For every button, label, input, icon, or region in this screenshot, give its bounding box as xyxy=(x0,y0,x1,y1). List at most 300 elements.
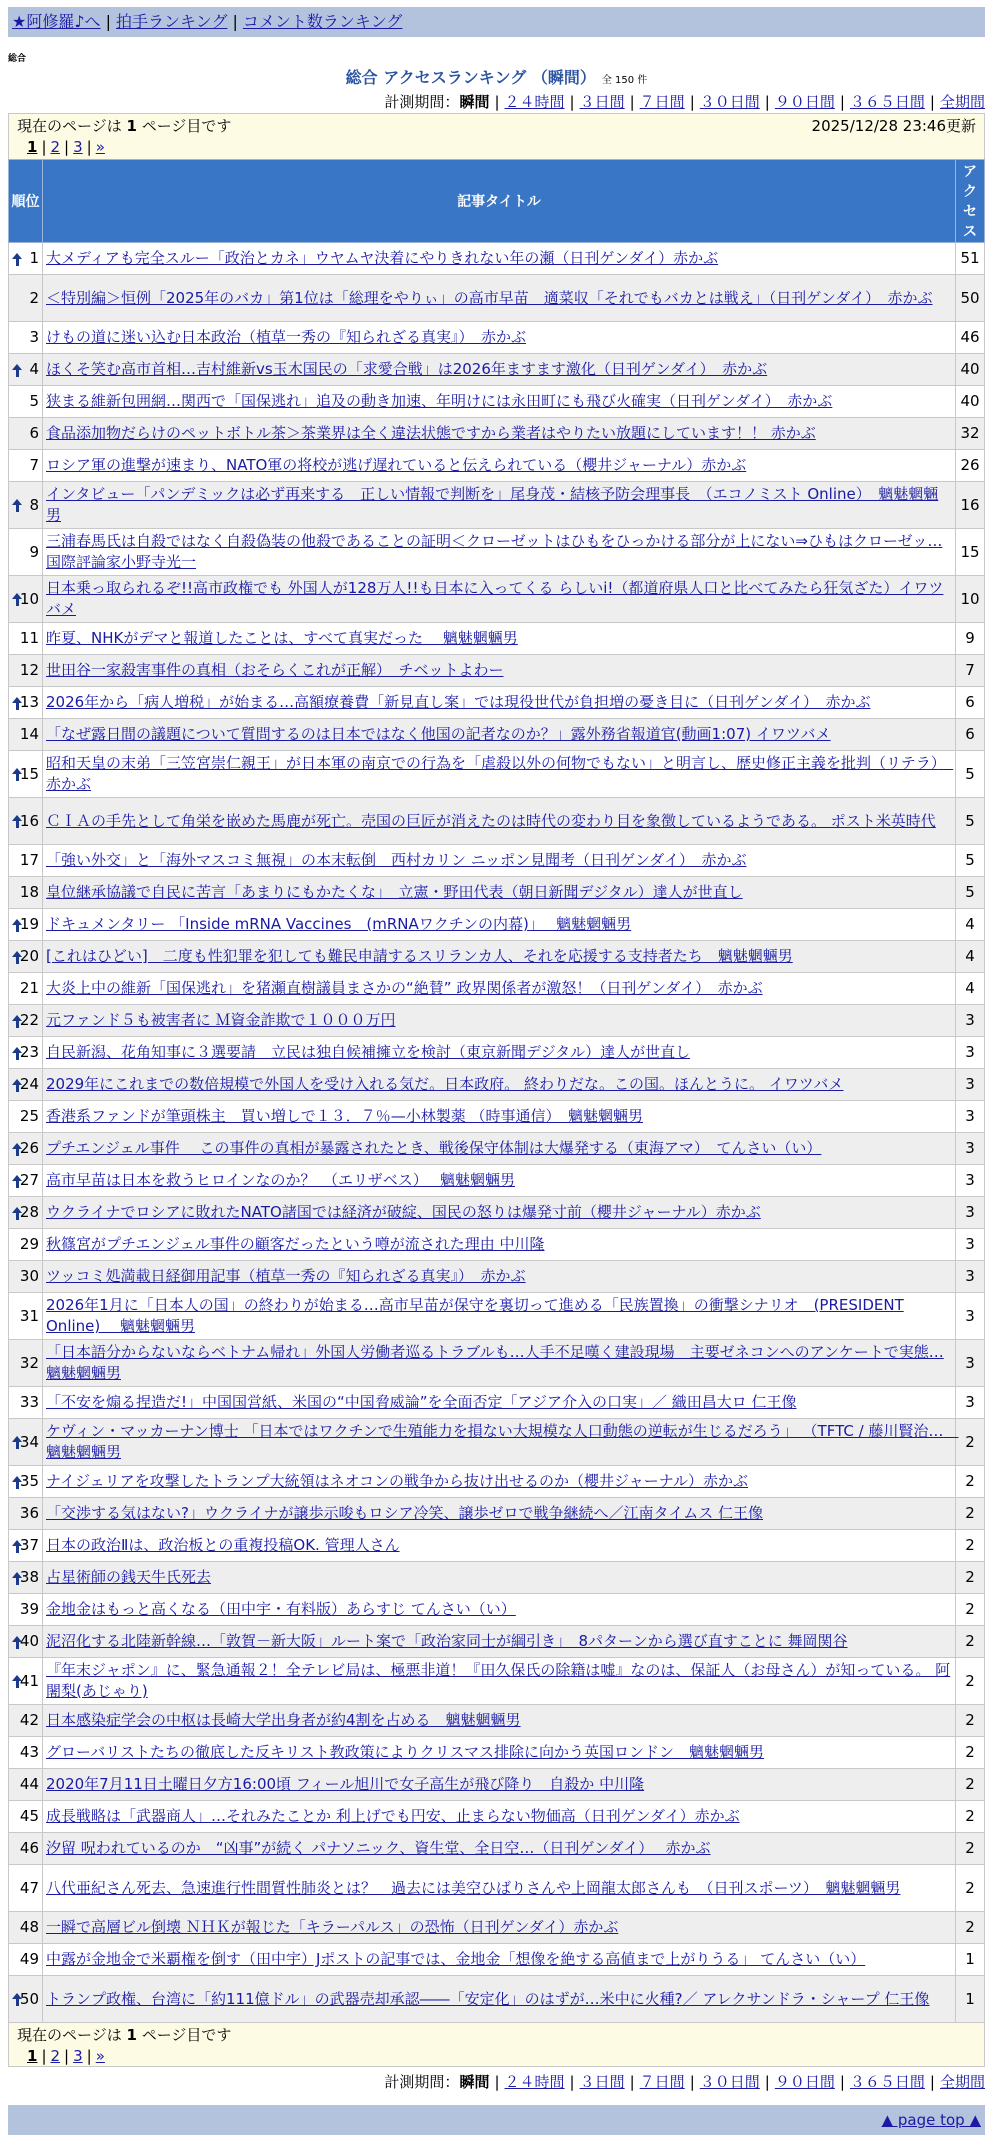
article-link[interactable]: 「不安を煽る捏造だ!」中国国営紙、米国の“中国脅威論”を全面否定「アジア介入の口実」／ 織田昌大ロ 仁王像 xyxy=(46,1393,797,1411)
article-link[interactable]: 狭まる維新包囲網…関西で「国保逃れ」追及の動き加速、年明けには永田町にも飛び火確実（日刊ゲンダイ） 赤かぶ xyxy=(46,392,833,410)
table-row xyxy=(9,418,985,450)
access-count: 5 xyxy=(956,845,985,877)
table-row xyxy=(9,1626,985,1658)
rank-cell xyxy=(9,1419,43,1466)
title-cell xyxy=(43,1530,956,1562)
article-link[interactable]: 一瞬で高層ビル倒壊 ＮＨＫが報じた「キラーパルス」の恐怖（日刊ゲンダイ）赤かぶ xyxy=(46,1918,619,1936)
article-link[interactable]: ケヴィン・マッカーナン博士 「日本ではワクチンで生殖能力を損ない大規模な人口動態の逆転が生じるだろう」 （TFTC / 藤川賢治… 魑魅魍魎男 xyxy=(46,1422,959,1461)
article-link[interactable]: 秋篠宮がプチエンジェル事件の顧客だったという噂が流された理由 中川隆 xyxy=(46,1235,545,1253)
period-separator: | xyxy=(629,93,635,111)
period-link[interactable]: ３０日間 xyxy=(699,2073,760,2091)
rank-number: 41 xyxy=(19,1671,39,1690)
rank-number: 42 xyxy=(19,1711,39,1729)
article-link[interactable]: 泥沼化する北陸新幹線…「敦賀－新大阪」ルート案で「政治家同士が綱引き」 8パターンから選び直すことに 舞岡関谷 xyxy=(46,1632,848,1650)
table-row xyxy=(9,1705,985,1737)
period-separator: | xyxy=(494,2073,500,2091)
title-cell xyxy=(43,1705,956,1737)
table-row xyxy=(9,1165,985,1197)
access-count: 3 xyxy=(956,1165,985,1197)
article-link[interactable]: ほくそ笑む高市首相…吉村維新vs玉木国民の「求愛合戦」は2026年ますます激化（日刊ゲンダイ） 赤かぶ xyxy=(46,360,768,378)
period-link[interactable]: ３６５日間 xyxy=(849,93,925,111)
rank-cell xyxy=(9,909,43,941)
table-row xyxy=(9,1769,985,1801)
rank-cell xyxy=(9,1833,43,1865)
table-row xyxy=(9,1387,985,1419)
table-row xyxy=(9,1833,985,1865)
title-cell xyxy=(43,1133,956,1165)
article-link[interactable]: 「交渉する気はない?」ウクライナが譲歩示唆もロシア冷笑、譲歩ゼロで戦争継続へ／江南タイムス 仁王像 xyxy=(46,1504,763,1522)
title-cell xyxy=(43,354,956,386)
rank-number: 17 xyxy=(19,851,39,869)
rank-number: 23 xyxy=(19,1043,39,1061)
period-link[interactable]: ７日間 xyxy=(639,93,685,111)
period-link[interactable]: 全期間 xyxy=(939,93,985,111)
access-count: 2 xyxy=(956,1594,985,1626)
title-cell xyxy=(43,623,956,655)
rank-cell xyxy=(9,1340,43,1387)
table-row xyxy=(9,1737,985,1769)
access-count: 5 xyxy=(956,798,985,845)
table-row xyxy=(9,529,985,576)
article-link[interactable]: グローバリストたちの徹底した反キリスト教政策によりクリスマス排除に向かう英国ロンドン 魑魅魍魎男 xyxy=(46,1743,765,1761)
period-link[interactable]: ２４時間 xyxy=(504,93,565,111)
table-row xyxy=(9,1530,985,1562)
page-link[interactable]: 2 xyxy=(50,138,61,156)
page-link[interactable]: 3 xyxy=(73,2047,83,2065)
article-link[interactable]: 2026年1月に「日本人の国」の終わりが始まる…高市早苗が保守を裏切って進める「民族置換」の衝撃シナリオ (PRESIDENT Online) 魑魅魍魎男 xyxy=(46,1296,904,1335)
rank-number: 35 xyxy=(19,1472,39,1490)
access-count: 2 xyxy=(956,1562,985,1594)
article-link[interactable]: 金地金はもっと高くなる（田中宇・有料版）あらすじ てんさい（い） xyxy=(46,1600,516,1618)
page-separator: | xyxy=(41,2047,47,2065)
access-count: 3 xyxy=(956,1133,985,1165)
rank-cell xyxy=(9,1261,43,1293)
rank-number: 34 xyxy=(19,1432,39,1451)
article-link[interactable]: 日本感染症学会の中枢は長崎大学出身者が約4割を占める 魑魅魍魎男 xyxy=(46,1711,521,1729)
title-cell xyxy=(43,973,956,1005)
rank-number: 31 xyxy=(19,1306,39,1325)
title-cell xyxy=(43,1466,956,1498)
category-label: 総合 xyxy=(8,54,27,64)
rank-cell xyxy=(9,1498,43,1530)
table-row xyxy=(9,1419,985,1466)
title-cell xyxy=(43,1293,956,1340)
title-cell xyxy=(43,1594,956,1626)
article-link[interactable]: ロシア軍の進撃が速まり、NATO軍の将校が逃げ遅れていると伝えられている（櫻井ジャーナル）赤かぶ xyxy=(46,456,747,474)
rank-number: 29 xyxy=(19,1235,39,1253)
page-separator: | xyxy=(64,2047,70,2065)
rank-number: 49 xyxy=(19,1950,39,1968)
rank-number: 15 xyxy=(19,764,39,783)
rank-cell xyxy=(9,1594,43,1626)
page-top-link[interactable]: ▲ page top ▲ xyxy=(881,2111,981,2129)
title-cell xyxy=(43,482,956,529)
rank-number: 8 xyxy=(29,495,39,514)
top-nav-bar xyxy=(8,7,985,37)
table-row xyxy=(9,687,985,719)
period-separator: | xyxy=(494,93,500,111)
rank-number: 48 xyxy=(19,1918,39,1936)
current-page-text: 現在のページは 1 ページ目です xyxy=(17,2026,232,2044)
article-link[interactable]: 大炎上中の維新「国保逃れ」を猪瀬直樹議員まさかの“絶賛” 政界関係者が激怒！（日刊ゲンダイ） 赤かぶ xyxy=(46,979,763,997)
access-header: アクセス xyxy=(956,160,985,243)
access-count: 9 xyxy=(956,623,985,655)
period-separator: | xyxy=(689,93,695,111)
rank-number: 33 xyxy=(19,1393,39,1411)
article-link[interactable]: 昨夏、NHKがデマと報道したことは、すべて真実だった 魑魅魍魎男 xyxy=(46,629,518,647)
access-count: 4 xyxy=(956,941,985,973)
nav-separator: | xyxy=(232,12,238,31)
period-link[interactable]: ３０日間 xyxy=(699,93,760,111)
table-row xyxy=(9,275,985,322)
rank-cell xyxy=(9,1037,43,1069)
title-cell xyxy=(43,1340,956,1387)
rank-cell xyxy=(9,1769,43,1801)
title-cell xyxy=(43,1005,956,1037)
access-count: 3 xyxy=(956,1069,985,1101)
article-link[interactable]: 中露が金地金で米覇権を倒す（田中宇）Jポストの記事では、金地金「想像を絶する高値まで上がりうる」 てんさい（い） xyxy=(46,1950,866,1968)
next-page-link[interactable]: » xyxy=(95,138,105,156)
title-cell xyxy=(43,941,956,973)
title-cell xyxy=(43,1944,956,1976)
access-count: 3 xyxy=(956,1197,985,1229)
article-link[interactable]: プチエンジェル事件 この事件の真相が暴露されたとき、戦後保守体制は大爆発する（東海アマ） てんさい（い） xyxy=(46,1139,822,1157)
nav-comment-ranking-link[interactable]: コメント数ランキング xyxy=(242,12,403,31)
article-link[interactable]: 皇位継承協議で自民に苦言「あまりにもかたくな」 立憲・野田代表（朝日新聞デジタル）達人が世直し xyxy=(46,883,743,901)
table-row xyxy=(9,941,985,973)
page-link[interactable]: 3 xyxy=(73,138,83,156)
article-link[interactable]: 日本乗っ取られるぞ!!高市政権でも 外国人が128万人!!も日本に入ってくる らしいi!（都道府県人口と比べてみたら狂気ざた）イワツバメ xyxy=(46,579,944,618)
rank-number: 30 xyxy=(19,1267,39,1285)
article-link[interactable]: ナイジェリアを攻撃したトランプ大統領はネオコンの戦争から抜け出せるのか（櫻井ジャーナル）赤かぶ xyxy=(46,1472,749,1490)
title-cell xyxy=(43,1737,956,1769)
rank-number: 7 xyxy=(29,456,39,474)
rank-cell xyxy=(9,243,43,275)
table-row xyxy=(9,1293,985,1340)
total-count: 全 150 件 xyxy=(601,75,648,86)
page-link[interactable]: 2 xyxy=(50,2047,61,2065)
table-row xyxy=(9,845,985,877)
rank-cell xyxy=(9,275,43,322)
title-cell xyxy=(43,322,956,354)
access-count: 2 xyxy=(956,1865,985,1912)
article-link[interactable]: ドキュメンタリー 「Inside mRNA Vaccines (mRNAワクチンの内幕)」 魑魅魍魎男 xyxy=(46,915,632,933)
rank-cell xyxy=(9,1005,43,1037)
period-separator: | xyxy=(929,2073,935,2091)
title-cell xyxy=(43,1865,956,1912)
rank-number: 43 xyxy=(19,1743,39,1761)
rank-number: 38 xyxy=(19,1568,39,1586)
access-count: 2 xyxy=(956,1419,985,1466)
table-row xyxy=(9,751,985,798)
nav-home-link[interactable]: ★阿修羅♪へ xyxy=(12,12,101,31)
table-row xyxy=(9,1466,985,1498)
rank-number: 37 xyxy=(19,1536,39,1554)
period-selector-bottom xyxy=(8,2071,985,2093)
rank-cell xyxy=(9,1626,43,1658)
rank-number: 13 xyxy=(19,693,39,711)
article-link[interactable]: ウクライナでロシアに敗れたNATO諸国では経済が破綻、国民の怒りは爆発寸前（櫻井ジャーナル）赤かぶ xyxy=(46,1203,761,1221)
article-link[interactable]: 高市早苗は日本を救うヒロインなのか？ （エリザベス） 魑魅魍魎男 xyxy=(46,1171,516,1189)
table-row xyxy=(9,973,985,1005)
title-cell xyxy=(43,1912,956,1944)
title-header: 記事タイトル xyxy=(43,160,956,243)
access-count: 4 xyxy=(956,973,985,1005)
table-row xyxy=(9,482,985,529)
title-cell xyxy=(43,751,956,798)
period-separator: | xyxy=(629,2073,635,2091)
table-row xyxy=(9,450,985,482)
article-link[interactable]: 世田谷一家殺害事件の真相（おそらくこれが正解） チベットよわー xyxy=(46,661,504,679)
rank-number: 12 xyxy=(19,661,39,679)
article-link[interactable]: 『年末ジャポン』に、緊急通報２！全テレビ局は、極悪非道！『田久保氏の除籍は嘘』なのは、保証人（お母さん）が知っている。 阿闍梨(あじゃり) xyxy=(46,1661,951,1700)
rank-number: 25 xyxy=(19,1107,39,1125)
access-count: 3 xyxy=(956,1340,985,1387)
access-count: 16 xyxy=(956,482,985,529)
access-count: 3 xyxy=(956,1005,985,1037)
rank-cell xyxy=(9,386,43,418)
article-link[interactable]: 2029年にこれまでの数倍規模で外国人を受け入れる気だ。日本政府。 終わりだな。この国。ほんとうに。 イワツバメ xyxy=(46,1075,844,1093)
ranking-title: 総合 アクセスランキング （瞬間） xyxy=(345,68,596,87)
rank-cell xyxy=(9,1562,43,1594)
table-row xyxy=(9,1944,985,1976)
rank-cell xyxy=(9,941,43,973)
period-separator: | xyxy=(839,2073,845,2091)
next-page-link[interactable]: » xyxy=(95,2047,105,2065)
access-count: 3 xyxy=(956,1261,985,1293)
access-count: 2 xyxy=(956,1498,985,1530)
article-link[interactable]: 三浦春馬氏は自殺ではなく自殺偽装の他殺であることの証明＜クローゼットはひもをひっかける部分が上にない⇒ひもはクローゼッ… 国際評論家小野寺光一 xyxy=(46,532,943,571)
article-link[interactable]: 占星術師の銭天牛氏死去 xyxy=(46,1568,212,1586)
article-link[interactable]: 2020年7月11日土曜日夕方16:00頃 フィール旭川で女子高生が飛び降り 自殺か 中川隆 xyxy=(46,1775,645,1793)
access-count: 3 xyxy=(956,1037,985,1069)
table-row xyxy=(9,1594,985,1626)
access-count: 1 xyxy=(956,1976,985,2023)
table-row xyxy=(9,386,985,418)
article-link[interactable]: 日本の政治Ⅱは、政治板との重複投稿OK. 管理人さん xyxy=(46,1536,400,1554)
rank-cell xyxy=(9,482,43,529)
page-title xyxy=(8,67,985,89)
period-link[interactable]: ２４時間 xyxy=(504,2073,565,2091)
article-link[interactable]: 大メディアも完全スルー「政治とカネ」ウヤムヤ決着にやりきれない年の瀬（日刊ゲンダイ）赤かぶ xyxy=(46,249,719,267)
current-page-text: 現在のページは 1 ページ目です xyxy=(17,117,232,135)
period-link[interactable]: ３日間 xyxy=(579,2073,625,2091)
article-link[interactable]: 自民新潟、花角知事に３選要請 立民は独自候補擁立を検討（東京新聞デジタル）達人が世直し xyxy=(46,1043,691,1061)
article-link[interactable]: 元ファンド５も被害者に Ｍ資金詐欺で１０００万円 xyxy=(46,1011,396,1029)
page-separator: | xyxy=(64,138,70,156)
title-cell xyxy=(43,719,956,751)
rank-cell xyxy=(9,576,43,623)
access-count: 6 xyxy=(956,687,985,719)
article-link[interactable]: ＣＩＡの手先として角栄を嵌めた馬鹿が死亡。売国の巨匠が消えたのは時代の変わり目を象徴しているようである。 ポスト米英時代 xyxy=(46,811,936,830)
article-link[interactable]: 2026年から「病人増税」が始まる…高額療養費「新見直し案」では現役世代が負担増の憂き目に（日刊ゲンダイ） 赤かぶ xyxy=(46,693,871,711)
article-link[interactable]: インタビュー「パンデミックは必ず再来する 正しい情報で判断を」尾身茂・結核予防会理事長 （エコノミスト Online） 魑魅魍魎男 xyxy=(46,485,939,524)
nav-clap-ranking-link[interactable]: 拍手ランキング xyxy=(115,12,228,31)
table-row xyxy=(9,1498,985,1530)
title-cell xyxy=(43,1069,956,1101)
article-link[interactable]: 汐留 呪われているのか “凶事”が続く パナソニック、資生堂、全日空…（日刊ゲンダイ） 赤かぶ xyxy=(46,1839,711,1857)
title-cell xyxy=(43,1229,956,1261)
title-cell xyxy=(43,687,956,719)
table-row xyxy=(9,655,985,687)
access-count: 2 xyxy=(956,1737,985,1769)
period-link[interactable]: 全期間 xyxy=(939,2073,985,2091)
article-link[interactable]: 香港系ファンドが筆頭株主 買い増しで１３．７％—小林製薬 （時事通信） 魑魅魍魎男 xyxy=(46,1107,643,1125)
access-count: 2 xyxy=(956,1530,985,1562)
updated-timestamp: 2025/12/28 23:46更新 xyxy=(811,117,976,135)
nav-separator: | xyxy=(105,12,111,31)
rank-cell xyxy=(9,1229,43,1261)
title-cell xyxy=(43,1833,956,1865)
article-link[interactable]: 「なぜ露日間の議題について質問するのは日本ではなく他国の記者なのか？」露外務省報道官(動画1:07) イワツバメ xyxy=(46,725,831,743)
rank-number: 6 xyxy=(29,424,39,442)
rank-number: 27 xyxy=(19,1171,39,1189)
rank-cell xyxy=(9,1069,43,1101)
table-row xyxy=(9,1037,985,1069)
page-current: 1 xyxy=(27,2047,38,2065)
rank-number: 16 xyxy=(19,811,39,830)
rank-cell xyxy=(9,687,43,719)
rank-cell xyxy=(9,529,43,576)
period-separator: | xyxy=(839,93,845,111)
rank-number: 4 xyxy=(29,360,39,378)
table-row xyxy=(9,1801,985,1833)
access-count: 26 xyxy=(956,450,985,482)
rank-cell xyxy=(9,655,43,687)
table-row xyxy=(9,1005,985,1037)
access-count: 46 xyxy=(956,322,985,354)
rank-number: 1 xyxy=(29,249,39,267)
period-separator: | xyxy=(929,93,935,111)
title-cell xyxy=(43,275,956,322)
table-row xyxy=(9,243,985,275)
period-separator: | xyxy=(689,2073,695,2091)
article-link[interactable]: 「強い外交」と「海外マスコミ無視」の本末転倒 西村カリン ニッポン見聞考（日刊ゲンダイ） 赤かぶ xyxy=(46,851,747,869)
rank-number: 18 xyxy=(19,883,39,901)
access-count: 5 xyxy=(956,751,985,798)
title-cell xyxy=(43,1165,956,1197)
title-cell xyxy=(43,1562,956,1594)
table-row xyxy=(9,322,985,354)
rank-cell xyxy=(9,418,43,450)
period-selector-top xyxy=(8,91,985,113)
article-link[interactable]: 八代亜紀さん死去、急速進行性間質性肺炎とは？ 過去には美空ひばりさんや上岡龍太郎さんも （日刊スポーツ） 魑魅魍魎男 xyxy=(46,1878,901,1897)
page-separator: | xyxy=(86,2047,92,2065)
title-cell xyxy=(43,1419,959,1466)
access-count: 2 xyxy=(956,1466,985,1498)
period-separator: | xyxy=(764,93,770,111)
rank-number: 2 xyxy=(29,288,39,307)
article-link[interactable]: ＜特別編＞恒例「2025年のバカ」第1位は「総理をやりぃ」の高市早苗 適菜収「それでもバカとは戦え」（日刊ゲンダイ） 赤かぶ xyxy=(46,288,933,307)
article-link[interactable]: 成長戦略は「武器商人」…それみたことか 利上げでも円安、止まらない物価高（日刊ゲンダイ）赤かぶ xyxy=(46,1807,740,1825)
rank-cell xyxy=(9,1658,43,1705)
access-count: 32 xyxy=(956,418,985,450)
table-row xyxy=(9,719,985,751)
rank-cell xyxy=(9,845,43,877)
period-link[interactable]: ３６５日間 xyxy=(849,2073,925,2091)
period-link[interactable]: ３日間 xyxy=(579,93,625,111)
rank-cell xyxy=(9,973,43,1005)
table-row xyxy=(9,1340,985,1387)
rank-number: 5 xyxy=(29,392,39,410)
title-cell xyxy=(43,1658,956,1705)
pager-top xyxy=(8,113,985,159)
rank-cell xyxy=(9,751,43,798)
access-count: 51 xyxy=(956,243,985,275)
rank-cell xyxy=(9,1197,43,1229)
rank-number: 3 xyxy=(29,328,39,346)
table-row xyxy=(9,1976,985,2023)
access-count: 2 xyxy=(956,1801,985,1833)
page-links xyxy=(17,136,976,158)
title-cell xyxy=(43,1769,956,1801)
rank-cell xyxy=(9,719,43,751)
article-link[interactable]: 食品添加物だらけのペットボトル茶＞茶業界は全く違法状態ですから業者はやりたい放題にしています！！ 赤かぶ xyxy=(46,424,816,442)
article-link[interactable]: 「日本語分からないならベトナム帰れ」外国人労働者巡るトラブルも…人手不足嘆く建設現場 主要ゼネコンへのアンケートで実態… 魑魅魍魎男 xyxy=(46,1343,944,1382)
period-separator: | xyxy=(569,93,575,111)
page-separator: | xyxy=(86,138,92,156)
article-link[interactable]: けもの道に迷い込む日本政治（植草一秀の『知られざる真実』） 赤かぶ xyxy=(46,328,527,346)
access-count: 6 xyxy=(956,719,985,751)
rank-number: 47 xyxy=(19,1878,39,1897)
access-count: 7 xyxy=(956,655,985,687)
access-count: 2 xyxy=(956,1626,985,1658)
access-count: 3 xyxy=(956,1101,985,1133)
rank-number: 24 xyxy=(19,1075,39,1093)
rank-cell xyxy=(9,877,43,909)
rank-cell xyxy=(9,1912,43,1944)
title-cell xyxy=(43,529,956,576)
article-link[interactable]: [これはひどい] 二度も性犯罪を犯しても難民申請するスリランカ人、それを応援する支持者たち 魑魅魍魎男 xyxy=(46,947,793,965)
article-link[interactable]: 昭和天皇の末弟「三笠宮崇仁親王」が日本軍の南京での行為を「虐殺以外の何物でもない」と明言し、歴史修正主義を批判（リテラ） 赤かぶ xyxy=(46,754,954,793)
rank-number: 26 xyxy=(19,1139,39,1157)
title-cell xyxy=(43,909,956,941)
title-cell xyxy=(43,1037,956,1069)
article-link[interactable]: トランプ政権、台湾に「約111億ドル」の武器売却承認――「安定化」のはずが…米中に火種?／ アレクサンドラ・シャープ 仁王像 xyxy=(46,1989,930,2008)
rank-cell xyxy=(9,322,43,354)
page-current: 1 xyxy=(27,138,38,156)
rank-number: 11 xyxy=(19,629,39,647)
rank-cell xyxy=(9,1705,43,1737)
access-count: 2 xyxy=(956,1705,985,1737)
rank-header: 順位 xyxy=(9,160,43,243)
table-row xyxy=(9,1197,985,1229)
rank-cell xyxy=(9,623,43,655)
period-link[interactable]: ９０日間 xyxy=(774,93,835,111)
period-link[interactable]: ７日間 xyxy=(639,2073,685,2091)
rank-number: 9 xyxy=(29,542,39,561)
table-row xyxy=(9,1261,985,1293)
period-link[interactable]: ９０日間 xyxy=(774,2073,835,2091)
table-row xyxy=(9,1101,985,1133)
access-count: 4 xyxy=(956,909,985,941)
rank-number: 32 xyxy=(19,1353,39,1372)
rank-cell xyxy=(9,1801,43,1833)
rank-cell xyxy=(9,1101,43,1133)
title-cell xyxy=(43,877,956,909)
rank-number: 14 xyxy=(19,725,39,743)
table-row xyxy=(9,909,985,941)
article-link[interactable]: ツッコミ処満載日経御用記事（植草一秀の『知られざる真実』） 赤かぶ xyxy=(46,1267,526,1285)
rank-cell xyxy=(9,354,43,386)
rank-cell xyxy=(9,1293,43,1340)
title-cell xyxy=(43,1261,956,1293)
access-count: 50 xyxy=(956,275,985,322)
access-count: 40 xyxy=(956,386,985,418)
title-cell xyxy=(43,418,956,450)
rank-cell xyxy=(9,1133,43,1165)
title-cell xyxy=(43,1801,956,1833)
